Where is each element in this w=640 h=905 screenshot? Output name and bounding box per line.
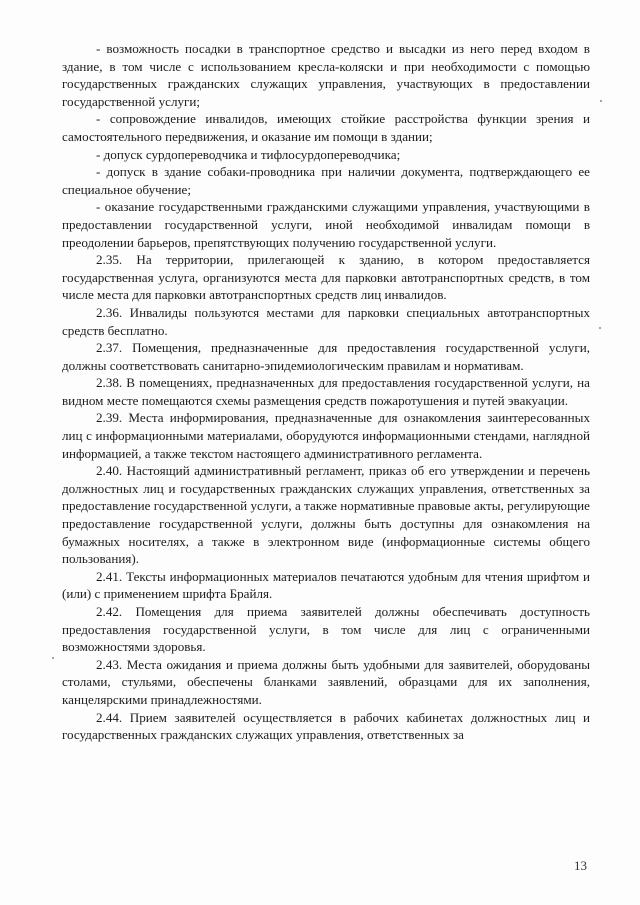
- paragraph-2-39: 2.39. Места информирования, предназначенные для ознакомления заинтересованных лиц с информационными материалами, оборудуются информационными стендами, наглядной информацией, а также текстом настоящего административного регламента.: [62, 410, 590, 461]
- document-body: [62, 40, 590, 744]
- paragraph-guide-dog-admission: - допуск в здание собаки-проводника при наличии документа, подтверждающего ее специальное обучение;: [62, 164, 590, 197]
- scan-speck: [52, 657, 54, 659]
- paragraph-2-36: 2.36. Инвалиды пользуются местами для парковки специальных автотранспортных средств бесплатно.: [62, 304, 590, 338]
- paragraph-2-37: 2.37. Помещения, предназначенные для предоставления государственной услуги, должны соответствовать санитарно-эпидемиологическим правилам и нормативам.: [62, 340, 590, 373]
- scan-speck: [599, 327, 601, 329]
- paragraph-boarding-assistance: - возможность посадки в транспортное средство и высадки из него перед входом в здание, в том числе с использованием кресла-коляски и при необходимости с помощью государственных гражданских служащих управления, участвующих в предоставлении государственной услуги;: [62, 41, 590, 109]
- paragraph-2-38: 2.38. В помещениях, предназначенных для предоставления государственной услуги, на видном месте помещаются схемы размещения средств пожаротушения и путей эвакуации.: [62, 375, 590, 408]
- paragraph-2-40: 2.40. Настоящий административный регламент, приказ об его утверждении и перечень должностных лиц и государственных гражданских служащих управления, ответственных за предоставление государственной услуги, а также нормативные правовые акты, регулирующие предоставление государственной услуги, должны быть доступны для ознакомления на бумажных носителях, а также в электронном виде (информационные системы общего пользования).: [62, 463, 590, 567]
- paragraph-sign-interpreter-admission: - допуск сурдопереводчика и тифлосурдопереводчика;: [96, 146, 401, 162]
- paragraph-2-35: 2.35. На территории, прилегающей к зданию, в котором предоставляется государственная услуга, организуются места для парковки автотранспортных средств, в том числе места для парковки автотранспортных средств лиц инвалидов.: [62, 252, 590, 303]
- page-number: 13: [574, 858, 587, 873]
- paragraph-escort-visually-impaired: - сопровождение инвалидов, имеющих стойкие расстройства функции зрения и самостоятельного передвижения, и оказание им помощи в здании;: [62, 111, 590, 144]
- paragraph-2-44: 2.44. Прием заявителей осуществляется в рабочих кабинетах должностных лиц и государственных гражданских служащих управления, ответственных за: [62, 709, 590, 743]
- scan-speck: [600, 100, 602, 102]
- paragraph-2-42: 2.42. Помещения для приема заявителей должны обеспечивать доступность предоставления государственной услуги, в том числе для лиц с ограниченными возможностями здоровья.: [62, 604, 590, 655]
- paragraph-2-41: 2.41. Тексты информационных материалов печатаются удобным для чтения шрифтом и (или) с применением шрифта Брайля.: [62, 568, 590, 602]
- paragraph-2-43: 2.43. Места ожидания и приема должны быть удобными для заявителей, оборудованы столами, стульями, обеспечены бланками заявлений, образцами для их заполнения, канцелярскими принадлежностями.: [62, 656, 590, 707]
- paragraph-barrier-assistance: - оказание государственными гражданскими служащими управления, участвующими в предоставлении государственной услуги, иной необходимой инвалидам помощи в преодолении барьеров, препятствующих получению государственной услуги.: [62, 199, 590, 250]
